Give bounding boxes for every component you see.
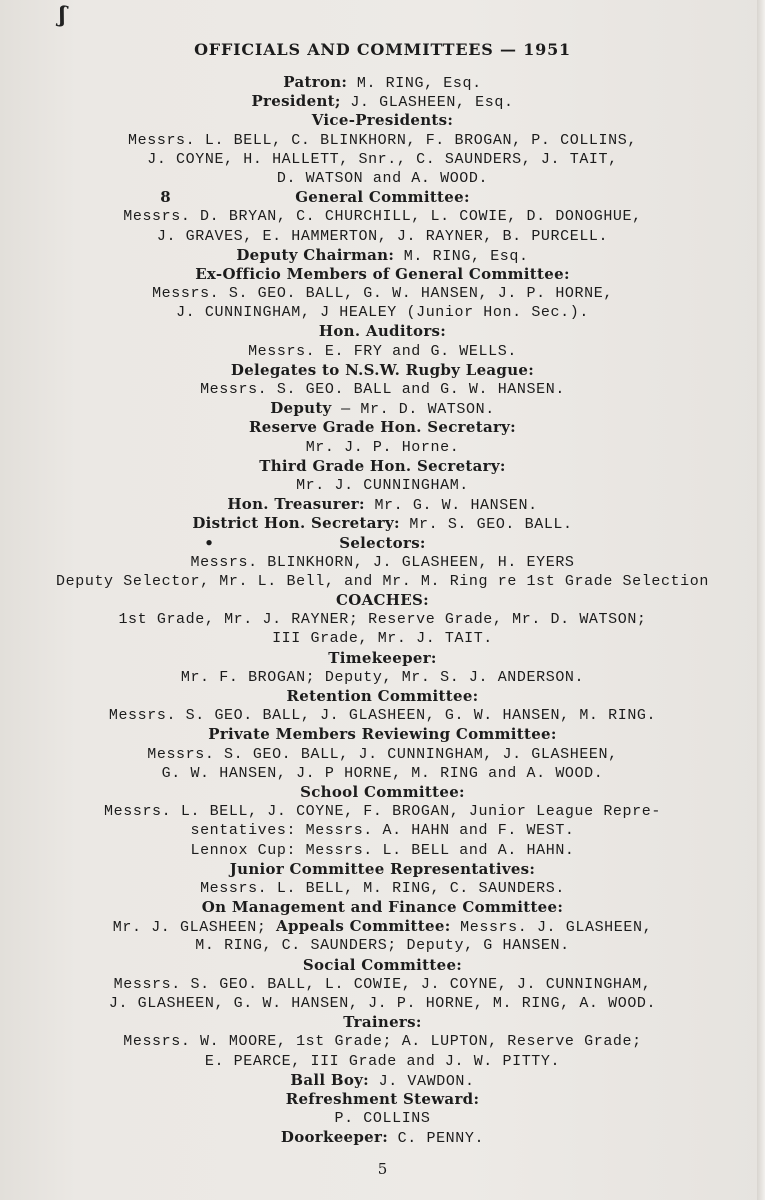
entry-text: Messrs. L. BELL, J. COYNE, F. BROGAN, Junior League Repre-	[104, 803, 661, 821]
entry-heading: Junior Committee Representatives:	[229, 859, 536, 878]
entry-line	[50, 188, 715, 207]
entry-text: Messrs. BLINKHORN, J. GLASHEEN, H. EYERS	[190, 553, 575, 571]
entry-text: J. GRAVES, E. HAMMERTON, J. RAYNER, B. PURCELL.	[156, 227, 609, 245]
entry-line	[50, 399, 715, 418]
entry-line	[50, 73, 715, 92]
entry-text: Messrs. S. GEO. BALL, J. CUNNINGHAM, J. GLASHEEN,	[147, 745, 618, 763]
entry-heading: Ex-Officio Members of General Committee:	[195, 264, 570, 283]
entry-line	[50, 514, 715, 533]
entry-text: M. RING, Esq.	[347, 75, 482, 92]
entry-text: J. VAWDON.	[369, 1072, 475, 1090]
page-number: 5	[377, 1160, 388, 1178]
entry-heading: Delegates to N.S.W. Rugby League:	[230, 360, 535, 379]
entry-line	[50, 668, 715, 687]
entry-line	[50, 169, 715, 188]
entry-line	[50, 495, 715, 514]
entry-line	[50, 1109, 715, 1128]
entry-line	[50, 706, 715, 725]
entry-line	[50, 629, 715, 648]
entry-line	[50, 457, 715, 476]
entry-text: Messrs. L. BELL, M. RING, C. SAUNDERS.	[200, 879, 565, 897]
entry-line	[50, 246, 715, 265]
entry-line	[50, 476, 715, 495]
entry-line	[50, 764, 715, 783]
page-edge	[757, 0, 765, 1200]
entry-line	[50, 418, 715, 437]
entry-heading: COACHES:	[336, 591, 429, 610]
entry-text: Mr. G. W. HANSEN.	[364, 497, 538, 515]
entry-heading: President;	[251, 92, 341, 111]
entry-line	[50, 879, 715, 898]
entry-line	[50, 150, 715, 169]
entry-text: Messrs. S. GEO. BALL, J. GLASHEEN, G. W. HANSEN, M. RING.	[108, 707, 657, 725]
entry-line	[50, 1071, 715, 1090]
entry-heading: Deputy	[270, 399, 332, 418]
entry-text: J. GLASHEEN, G. W. HANSEN, J. P. HORNE, M. RING, A. WOOD.	[108, 995, 657, 1012]
margin-marker: 8	[160, 188, 172, 207]
entry-text: Mr. J. GLASHEEN;	[112, 919, 277, 937]
entry-heading: School Committee:	[300, 782, 465, 801]
entry-line	[50, 227, 715, 246]
entry-text: C. PENNY.	[388, 1130, 485, 1148]
entry-line	[50, 591, 715, 610]
entry-line	[50, 956, 715, 975]
entry-line	[50, 207, 715, 226]
entry-heading: On Management and Finance Committee:	[201, 898, 564, 917]
entry-text: Messrs. W. MOORE, 1st Grade; A. LUPTON, Reserve Grade;	[123, 1033, 642, 1051]
entry-text: Mr. J. CUNNINGHAM.	[296, 476, 469, 494]
margin-marker: •	[204, 533, 215, 552]
entry-line	[50, 1013, 715, 1032]
entry-text: D. WATSON and A. WOOD.	[276, 169, 489, 187]
entry-text: M. RING, Esq.	[394, 247, 529, 265]
entry-line	[50, 802, 715, 821]
entry-line	[50, 745, 715, 764]
entry-line	[50, 1032, 715, 1051]
entry-line	[50, 553, 715, 572]
entry-heading: Reserve Grade Hon. Secretary:	[248, 418, 517, 437]
entry-heading: Appeals Committee:	[276, 917, 451, 936]
entry-line	[50, 821, 715, 840]
entry-line	[50, 841, 715, 860]
entry-line	[50, 687, 715, 706]
entry-line	[50, 975, 715, 994]
ink-mark: ʃ	[57, 1, 69, 29]
entry-line	[50, 131, 715, 150]
entry-line	[50, 265, 715, 284]
officials-list	[50, 73, 715, 1148]
entry-text: Mr. S. GEO. BALL.	[399, 516, 573, 534]
entry-line	[50, 534, 715, 553]
entry-heading: Hon. Treasurer:	[227, 495, 365, 514]
entry-heading: Patron:	[283, 73, 348, 91]
page-title: OFFICIALS AND COMMITTEES — 1951	[194, 40, 571, 59]
entry-line	[50, 917, 715, 936]
entry-line	[50, 725, 715, 744]
entry-line	[50, 380, 715, 399]
entry-heading: Selectors:	[339, 533, 426, 552]
entry-text: J. COYNE, H. HALLETT, Snr., C. SAUNDERS, J. TAIT,	[147, 150, 618, 168]
entry-text: G. W. HANSEN, J. P HORNE, M. RING and A. WOOD.	[161, 764, 604, 782]
entry-line	[50, 1090, 715, 1109]
entry-heading: Third Grade Hon. Secretary:	[259, 456, 506, 475]
entry-text: Messrs. J. GLASHEEN,	[450, 919, 653, 937]
entry-text: M. RING, C. SAUNDERS; Deputy, G HANSEN.	[195, 937, 570, 955]
entry-text: 1st Grade, Mr. J. RAYNER; Reserve Grade, Mr. D. WATSON;	[118, 611, 647, 629]
entry-heading: Deputy Chairman:	[236, 245, 395, 264]
entry-text: Mr. F. BROGAN; Deputy, Mr. S. J. ANDERSON.	[180, 668, 585, 686]
entry-line	[50, 284, 715, 303]
entry-text: Messrs. S. GEO. BALL, G. W. HANSEN, J. P. HORNE,	[152, 285, 613, 303]
entry-line	[50, 898, 715, 917]
entry-text: J. CUNNINGHAM, J HEALEY (Junior Hon. Sec.).	[176, 304, 589, 322]
entry-heading: Refreshment Steward:	[285, 1089, 480, 1108]
entry-text: Messrs. S. GEO. BALL, L. COWIE, J. COYNE, J. CUNNINGHAM,	[113, 975, 652, 993]
entry-text: Mr. J. P. Horne.	[305, 438, 460, 456]
entry-line	[50, 1052, 715, 1071]
entry-line	[50, 936, 715, 955]
entry-line	[50, 303, 715, 322]
entry-line	[50, 860, 715, 879]
entry-heading: Trainers:	[343, 1013, 422, 1032]
entry-heading: Private Members Reviewing Committee:	[208, 725, 557, 744]
entry-heading: Timekeeper:	[328, 648, 437, 667]
entry-text: — Mr. D. WATSON.	[331, 401, 495, 419]
entry-heading: Hon. Auditors:	[318, 322, 447, 341]
entry-heading: Social Committee:	[302, 955, 463, 974]
entry-heading: Ball Boy:	[290, 1070, 370, 1089]
entry-text: J. GLASHEEN, Esq.	[340, 94, 514, 112]
page-content	[50, 37, 715, 1148]
entry-heading: Vice-Presidents:	[311, 111, 454, 130]
entry-line	[50, 649, 715, 668]
entry-line	[50, 111, 715, 130]
entry-text: Lennox Cup: Messrs. L. BELL and A. HAHN.	[190, 841, 575, 859]
entry-heading: General Committee:	[295, 188, 470, 207]
entry-heading: Retention Committee:	[286, 687, 479, 705]
entry-line	[50, 438, 715, 457]
entry-line	[50, 1128, 715, 1147]
entry-text: Messrs. L. BELL, C. BLINKHORN, F. BROGAN, P. COLLINS,	[128, 131, 637, 149]
entry-text: sentatives: Messrs. A. HAHN and F. WEST.	[190, 822, 575, 840]
entry-line	[50, 322, 715, 341]
entry-line	[50, 610, 715, 629]
entry-line	[50, 994, 715, 1013]
entry-text: Messrs. D. BRYAN, C. CHURCHILL, L. COWIE, D. DONOGHUE,	[123, 208, 642, 226]
entry-line	[50, 783, 715, 802]
entry-text: Messrs. E. FRY and G. WELLS.	[248, 342, 517, 360]
entry-text: Messrs. S. GEO. BALL and G. W. HANSEN.	[200, 381, 565, 398]
entry-text: P. COLLINS	[334, 1110, 431, 1128]
entry-line	[50, 361, 715, 380]
entry-line	[50, 92, 715, 111]
entry-text: Deputy Selector, Mr. L. Bell, and Mr. M. Ring re 1st Grade Selection	[56, 572, 709, 590]
entry-text: III Grade, Mr. J. TAIT.	[272, 630, 493, 648]
entry-line	[50, 572, 715, 591]
entry-heading: Doorkeeper:	[280, 1128, 389, 1147]
entry-heading: District Hon. Secretary:	[192, 514, 400, 533]
entry-text: E. PEARCE, III Grade and J. W. PITTY.	[204, 1052, 561, 1070]
entry-line	[50, 342, 715, 361]
